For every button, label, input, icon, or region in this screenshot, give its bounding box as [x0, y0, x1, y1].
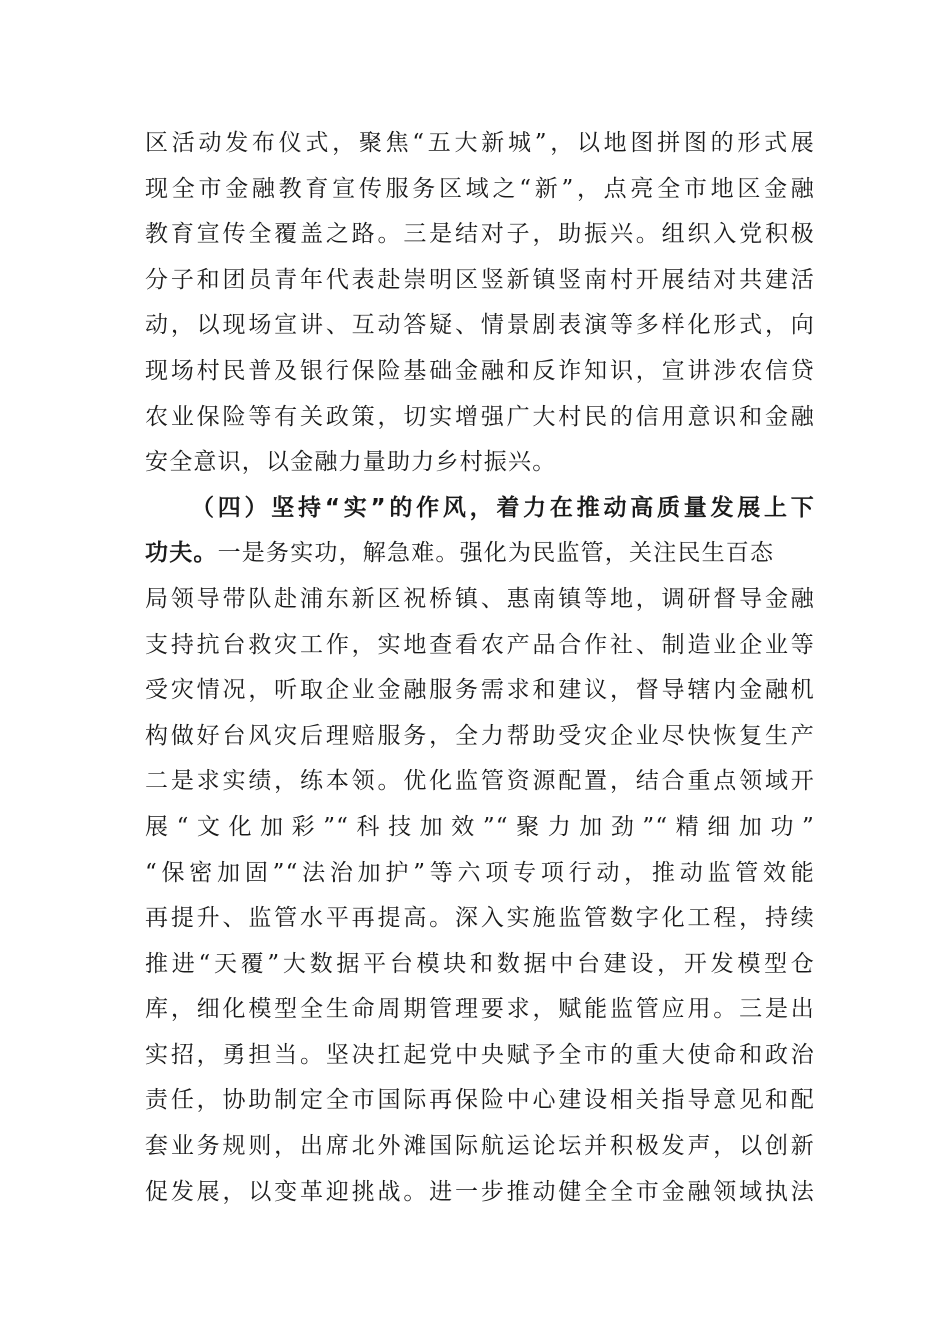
text-line: 再提升、监管水平再提高。深入实施监管数字化工程，持续: [145, 905, 815, 932]
text-line: “保密加固”“法治加护”等六项专项行动，推动监管效能: [145, 859, 815, 886]
text-line: 套业务规则，出席北外滩国际航运论坛并积极发声，以创新: [145, 1133, 815, 1160]
text-line: 局领导带队赴浦东新区祝桥镇、惠南镇等地，调研督导金融: [145, 585, 815, 612]
text-line: 实招，勇担当。坚决扛起党中央赋予全市的重大使命和政治: [145, 1041, 815, 1068]
text-line: 支持抗台救灾工作，实地查看农产品合作社、制造业企业等: [145, 631, 815, 658]
section-heading: （四）坚持“实”的作风，着力在推动高质量发展上下: [191, 494, 815, 521]
text-line: 库，细化模型全生命周期管理要求，赋能监管应用。三是出: [145, 996, 815, 1023]
text-segment: 一是务实功，解急难。强化为民监管，关注民生百态: [217, 540, 775, 567]
text-line: 现全市金融教育宣传服务区域之“新”，点亮全市地区金融: [145, 175, 815, 202]
text-line: 推进“天覆”大数据平台模块和数据中台建设，开发模型仓: [145, 950, 815, 977]
text-line: 区活动发布仪式，聚焦“五大新城”，以地图拼图的形式展: [145, 130, 815, 156]
text-line-mixed: [145, 531, 815, 577]
text-line: 构做好台风灾后理赔服务，全力帮助受灾企业尽快恢复生产: [145, 722, 815, 749]
text-line: 责任，协助制定全市国际再保险中心建设相关指导意见和配: [145, 1087, 815, 1114]
text-line: 农业保险等有关政策，切实增强广大村民的信用意识和金融: [145, 403, 815, 430]
text-line: 展“文化加彩”“科技加效”“聚力加劲”“精细加功”: [145, 813, 815, 840]
text-line: 教育宣传全覆盖之路。三是结对子，助振兴。组织入党积极: [145, 221, 815, 248]
section-heading-end: 功夫。: [145, 540, 218, 567]
text-line: 二是求实绩，练本领。优化监管资源配置，结合重点领域开: [145, 768, 815, 795]
text-line: 促发展，以变革迎挑战。进一步推动健全全市金融领域执法: [145, 1178, 815, 1205]
text-line: 受灾情况，听取企业金融服务需求和建议，督导辖内金融机: [145, 677, 815, 704]
text-line: 动，以现场宣讲、互动答疑、情景剧表演等多样化形式，向: [145, 312, 815, 339]
body-text: [145, 121, 815, 1215]
text-line: 现场村民普及银行保险基础金融和反诈知识，宣讲涉农信贷: [145, 357, 815, 384]
text-line: 分子和团员青年代表赴崇明区竖新镇竖南村开展结对共建活: [145, 266, 815, 293]
text-line: 安全意识，以金融力量助力乡村振兴。: [145, 449, 557, 476]
